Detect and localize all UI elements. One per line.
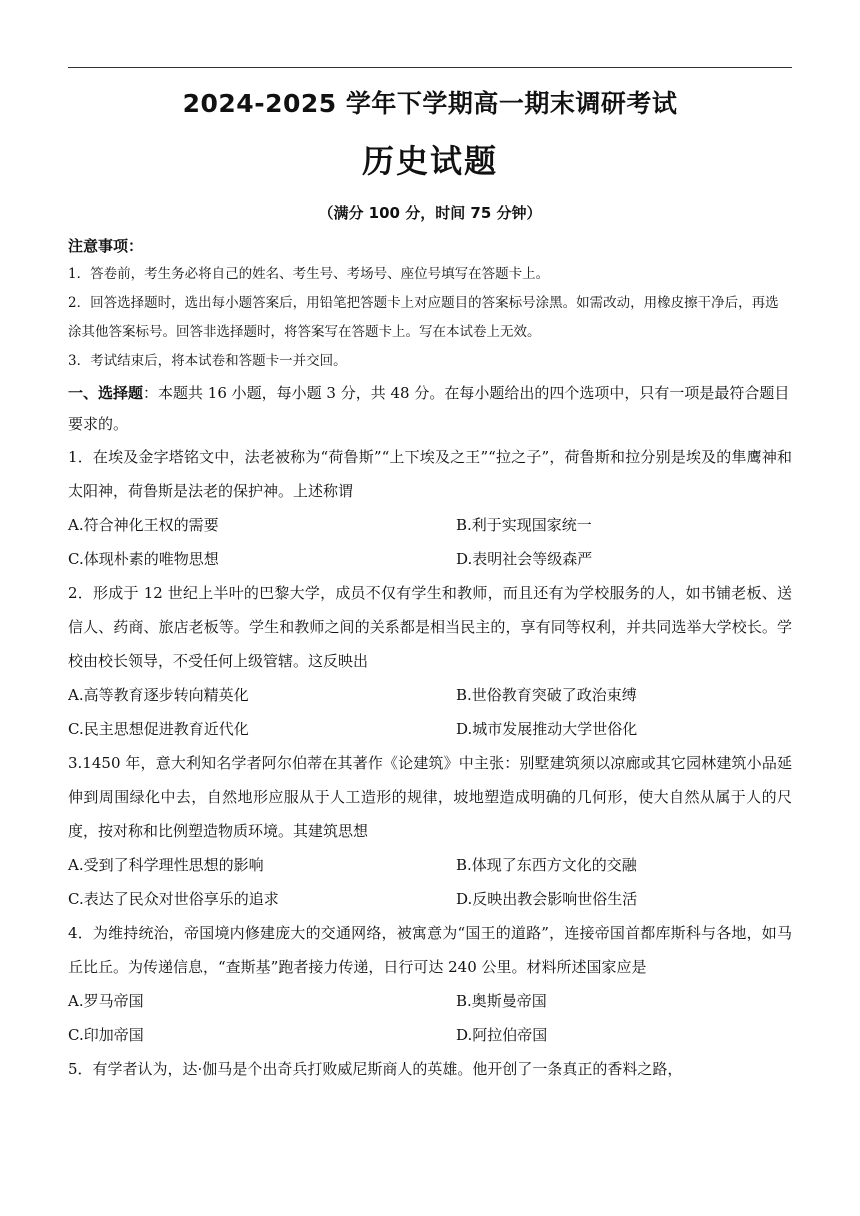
question-options [68, 848, 792, 916]
question-stem: 1．在埃及金字塔铭文中，法老被称为“荷鲁斯”“上下埃及之王”“拉之子”，荷鲁斯和拉分别是埃及的隼鹰神和太阳神，荷鲁斯是法老的保护神。上述称谓 [68, 448, 792, 500]
question-stem: 5．有学者认为，达·伽马是个出奇兵打败威尼斯商人的英雄。他开创了一条真正的香料之路， [68, 1060, 683, 1078]
subject-title: 历史试题 [361, 142, 498, 180]
option: D.城市发展推动大学世俗化 [456, 720, 638, 738]
section-description: ：本题共 16 小题，每小题 3 分，共 48 分。在每小题给出的四个选项中，只有一项是最符合题目要求的。 [68, 384, 790, 433]
option: A.受到了科学理性思想的影响 [68, 856, 264, 874]
score-time-note: （满分 100 分，时间 75 分钟） [318, 204, 542, 222]
exam-content [68, 232, 792, 1086]
top-rule [68, 67, 792, 68]
option: C.民主思想促进教育近代化 [68, 720, 249, 738]
question-stem: 3.1450 年，意大利知名学者阿尔伯蒂在其著作《论建筑》中主张：别墅建筑须以凉廊或其它园林建筑小品延伸到周围绿化中去，自然地形应服从于人工造形的规律，坡地塑造成明确的几何形，使大自然从属于人的尺度，按对称和比例塑造物质环境。其建筑思想 [68, 754, 792, 840]
notice-item: 3．考试结束后，将本试卷和答题卡一并交回。 [68, 353, 347, 369]
question-stem: 4．为维持统治，帝国境内修建庞大的交通网络，被寓意为“国王的道路”，连接帝国首都库斯科与各地，如马丘比丘。为传递信息，“查斯基”跑者接力传递，日行可达 240 公里。材料所述国家应是 [68, 924, 792, 976]
option: B.世俗教育突破了政治束缚 [456, 686, 637, 704]
exam-title: 2024-2025 学年下学期高一期末调研考试 [182, 89, 678, 118]
option: B.奥斯曼帝国 [456, 992, 547, 1010]
option: B.利于实现国家统一 [456, 516, 592, 534]
question-options [68, 984, 792, 1052]
question-options [68, 678, 792, 746]
option: C.体现朴素的唯物思想 [68, 550, 219, 568]
option: D.阿拉伯帝国 [456, 1026, 548, 1044]
section-heading [68, 378, 792, 440]
section-label: 一、选择题 [68, 384, 144, 402]
option: C.印加帝国 [68, 1026, 144, 1044]
question-stem: 2．形成于 12 世纪上半叶的巴黎大学，成员不仅有学生和教师，而且还有为学校服务的人，如书铺老板、送信人、药商、旅店老板等。学生和教师之间的关系都是相当民主的，享有同等权利，并共同选举大学校长。学校由校长领导，不受任何上级管辖。这反映出 [68, 584, 792, 670]
option: A.符合神化王权的需要 [68, 516, 219, 534]
option: A.高等教育逐步转向精英化 [68, 686, 249, 704]
option: A.罗马帝国 [68, 992, 144, 1010]
notice-item: 1．答卷前，考生务必将自己的姓名、考生号、考场号、座位号填写在答题卡上。 [68, 266, 550, 282]
option: D.反映出教会影响世俗生活 [456, 890, 638, 908]
option: B.体现了东西方文化的交融 [456, 856, 637, 874]
question-options [68, 508, 792, 576]
option: D.表明社会等级森严 [456, 550, 593, 568]
option: C.表达了民众对世俗享乐的追求 [68, 890, 279, 908]
notice-item: 2．回答选择题时，选出每小题答案后，用铅笔把答题卡上对应题目的答案标号涂黑。如需改动，用橡皮擦干净后，再选涂其他答案标号。回答非选择题时，将答案写在答题卡上。写在本试卷上无效。 [68, 295, 779, 340]
notice-heading: 注意事项： [68, 237, 144, 255]
